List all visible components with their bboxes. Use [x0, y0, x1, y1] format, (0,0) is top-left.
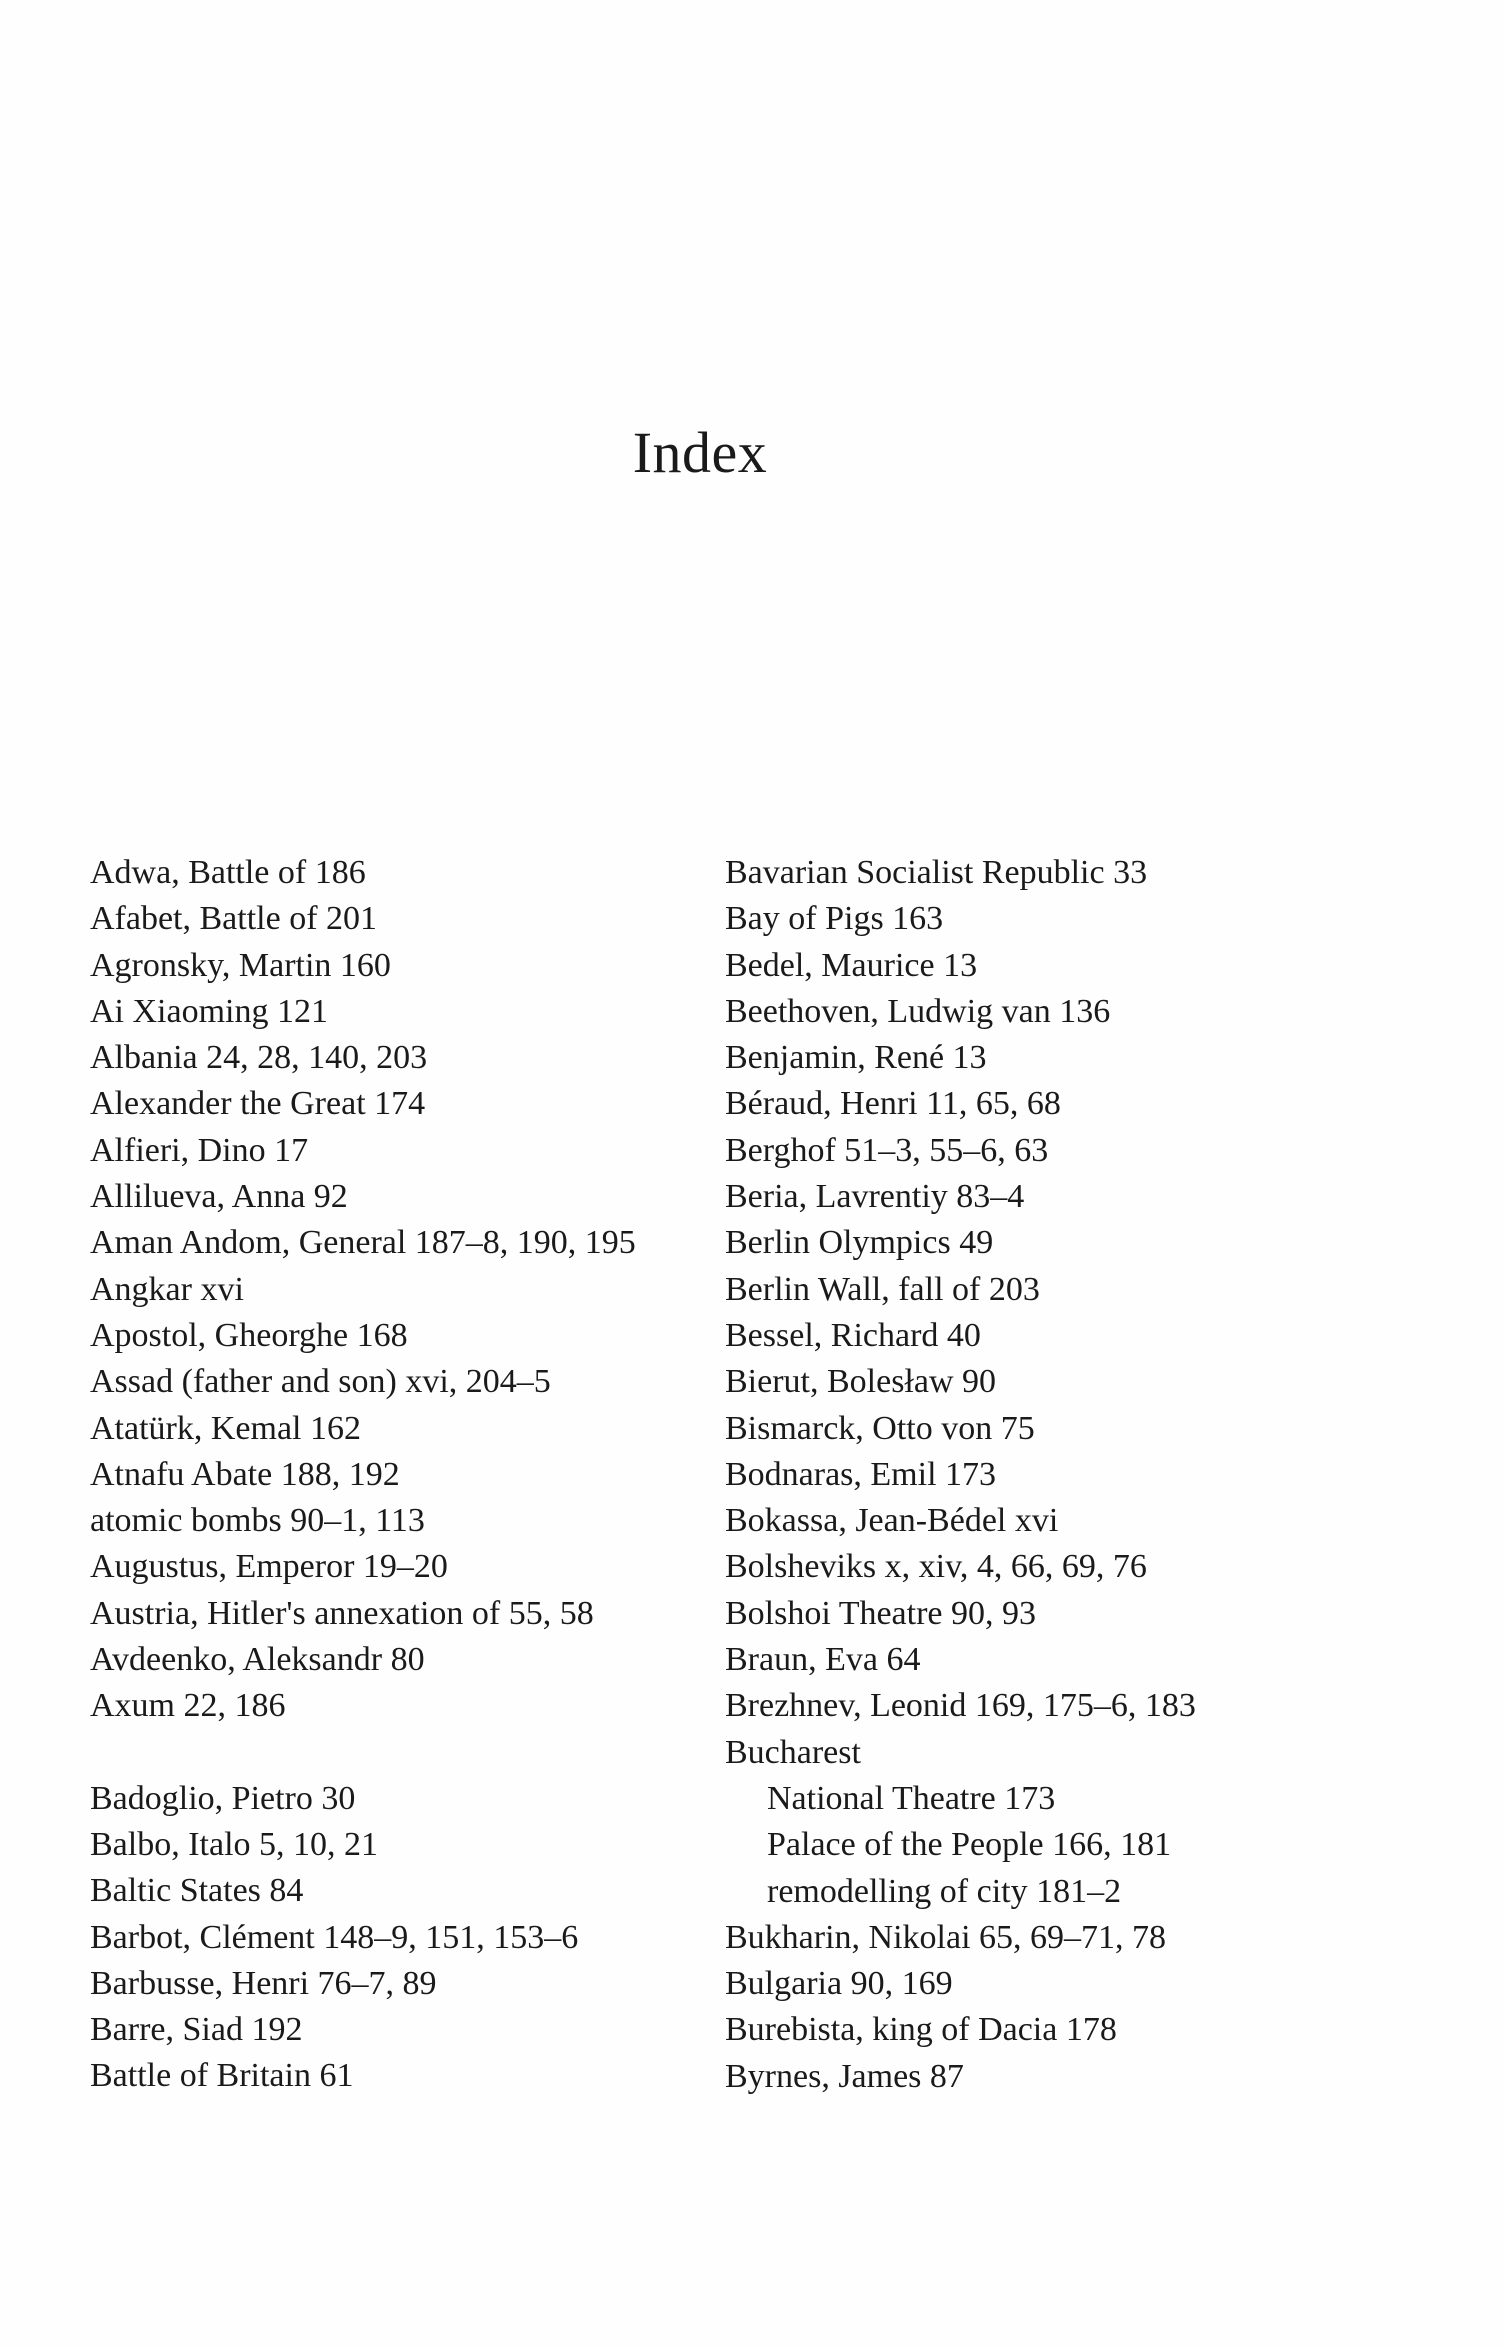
index-entry: atomic bombs 90–1, 113 [90, 1502, 425, 1540]
index-entry: Barbot, Clément 148–9, 151, 153–6 [90, 1918, 579, 1956]
index-group-a [90, 850, 710, 1730]
index-entry: Adwa, Battle of 186 [90, 854, 366, 891]
index-entry: Burebista, king of Dacia 178 [725, 2011, 1117, 2049]
index-entry: Bulgaria 90, 169 [725, 1965, 953, 2003]
index-subentry: remodelling of city 181–2 [767, 1872, 1122, 1910]
index-entry: Austria, Hitler's annexation of 55, 58 [90, 1594, 594, 1632]
index-entry: Bay of Pigs 163 [725, 900, 944, 938]
index-entry: Bolsheviks x, xiv, 4, 66, 69, 76 [725, 1548, 1147, 1586]
index-entry: Benjamin, René 13 [725, 1039, 987, 1077]
index-entry: Bavarian Socialist Republic 33 [725, 854, 1148, 891]
index-entry: Bucharest [725, 1733, 861, 1771]
index-column-left [90, 850, 710, 2100]
index-entry: Berlin Olympics 49 [725, 1224, 994, 1262]
bucharest-subentries [725, 1776, 1405, 1915]
index-entry: Agronsky, Martin 160 [90, 946, 391, 984]
index-entry: Axum 22, 186 [90, 1687, 286, 1725]
index-entry: Alfieri, Dino 17 [90, 1131, 309, 1169]
index-entry: Atatürk, Kemal 162 [90, 1409, 361, 1447]
group-spacer [90, 1730, 710, 1776]
index-entry: Bismarck, Otto von 75 [725, 1409, 1035, 1447]
index-entry: Bierut, Bolesław 90 [725, 1363, 997, 1401]
index-entry: Ai Xiaoming 121 [90, 992, 328, 1030]
index-entry: Balbo, Italo 5, 10, 21 [90, 1825, 379, 1863]
index-entry: Bukharin, Nikolai 65, 69–71, 78 [725, 1918, 1167, 1956]
index-subentry: Palace of the People 166, 181 [767, 1826, 1172, 1864]
index-entry: Albania 24, 28, 140, 203 [90, 1039, 428, 1077]
index-group-b [90, 1776, 710, 2100]
index-entry: Beethoven, Ludwig van 136 [725, 992, 1111, 1030]
index-entry: Avdeenko, Aleksandr 80 [90, 1641, 425, 1679]
index-entry: Badoglio, Pietro 30 [90, 1779, 356, 1817]
index-entry: Bokassa, Jean-Bédel xvi [725, 1502, 1059, 1540]
index-entry: Braun, Eva 64 [725, 1641, 921, 1679]
index-entry: Berlin Wall, fall of 203 [725, 1270, 1040, 1308]
index-entry: Battle of Britain 61 [90, 2057, 354, 2095]
index-entry: Béraud, Henri 11, 65, 68 [725, 1085, 1061, 1123]
index-entry: Brezhnev, Leonid 169, 175–6, 183 [725, 1687, 1196, 1725]
index-column-right [725, 850, 1405, 2100]
index-entry: Barre, Siad 192 [90, 2011, 303, 2049]
index-entry: Bedel, Maurice 13 [725, 946, 978, 984]
index-entry: Berghof 51–3, 55–6, 63 [725, 1131, 1049, 1169]
index-entry: Baltic States 84 [90, 1872, 304, 1910]
index-entry: Alexander the Great 174 [90, 1085, 426, 1123]
index-entry: Beria, Lavrentiy 83–4 [725, 1178, 1025, 1216]
index-entry: Apostol, Gheorghe 168 [90, 1316, 408, 1354]
page-title: Index [632, 419, 768, 485]
index-group-b-continued [725, 850, 1405, 1776]
index-subentry: National Theatre 173 [767, 1779, 1056, 1817]
index-entry: Assad (father and son) xvi, 204–5 [90, 1363, 551, 1401]
index-entry: Byrnes, James 87 [725, 2057, 964, 2095]
index-entry: Aman Andom, General 187–8, 190, 195 [90, 1224, 636, 1262]
index-entry: Allilueva, Anna 92 [90, 1178, 348, 1216]
index-entry: Angkar xvi [90, 1270, 244, 1308]
index-entry: Bolshoi Theatre 90, 93 [725, 1594, 1036, 1632]
index-entry: Augustus, Emperor 19–20 [90, 1548, 448, 1586]
index-group-b-end [725, 1915, 1405, 2100]
index-entry: Bodnaras, Emil 173 [725, 1455, 997, 1493]
index-entry: Afabet, Battle of 201 [90, 900, 378, 938]
index-entry: Bessel, Richard 40 [725, 1316, 981, 1354]
index-entry: Atnafu Abate 188, 192 [90, 1455, 400, 1493]
index-entry: Barbusse, Henri 76–7, 89 [90, 1964, 437, 2002]
